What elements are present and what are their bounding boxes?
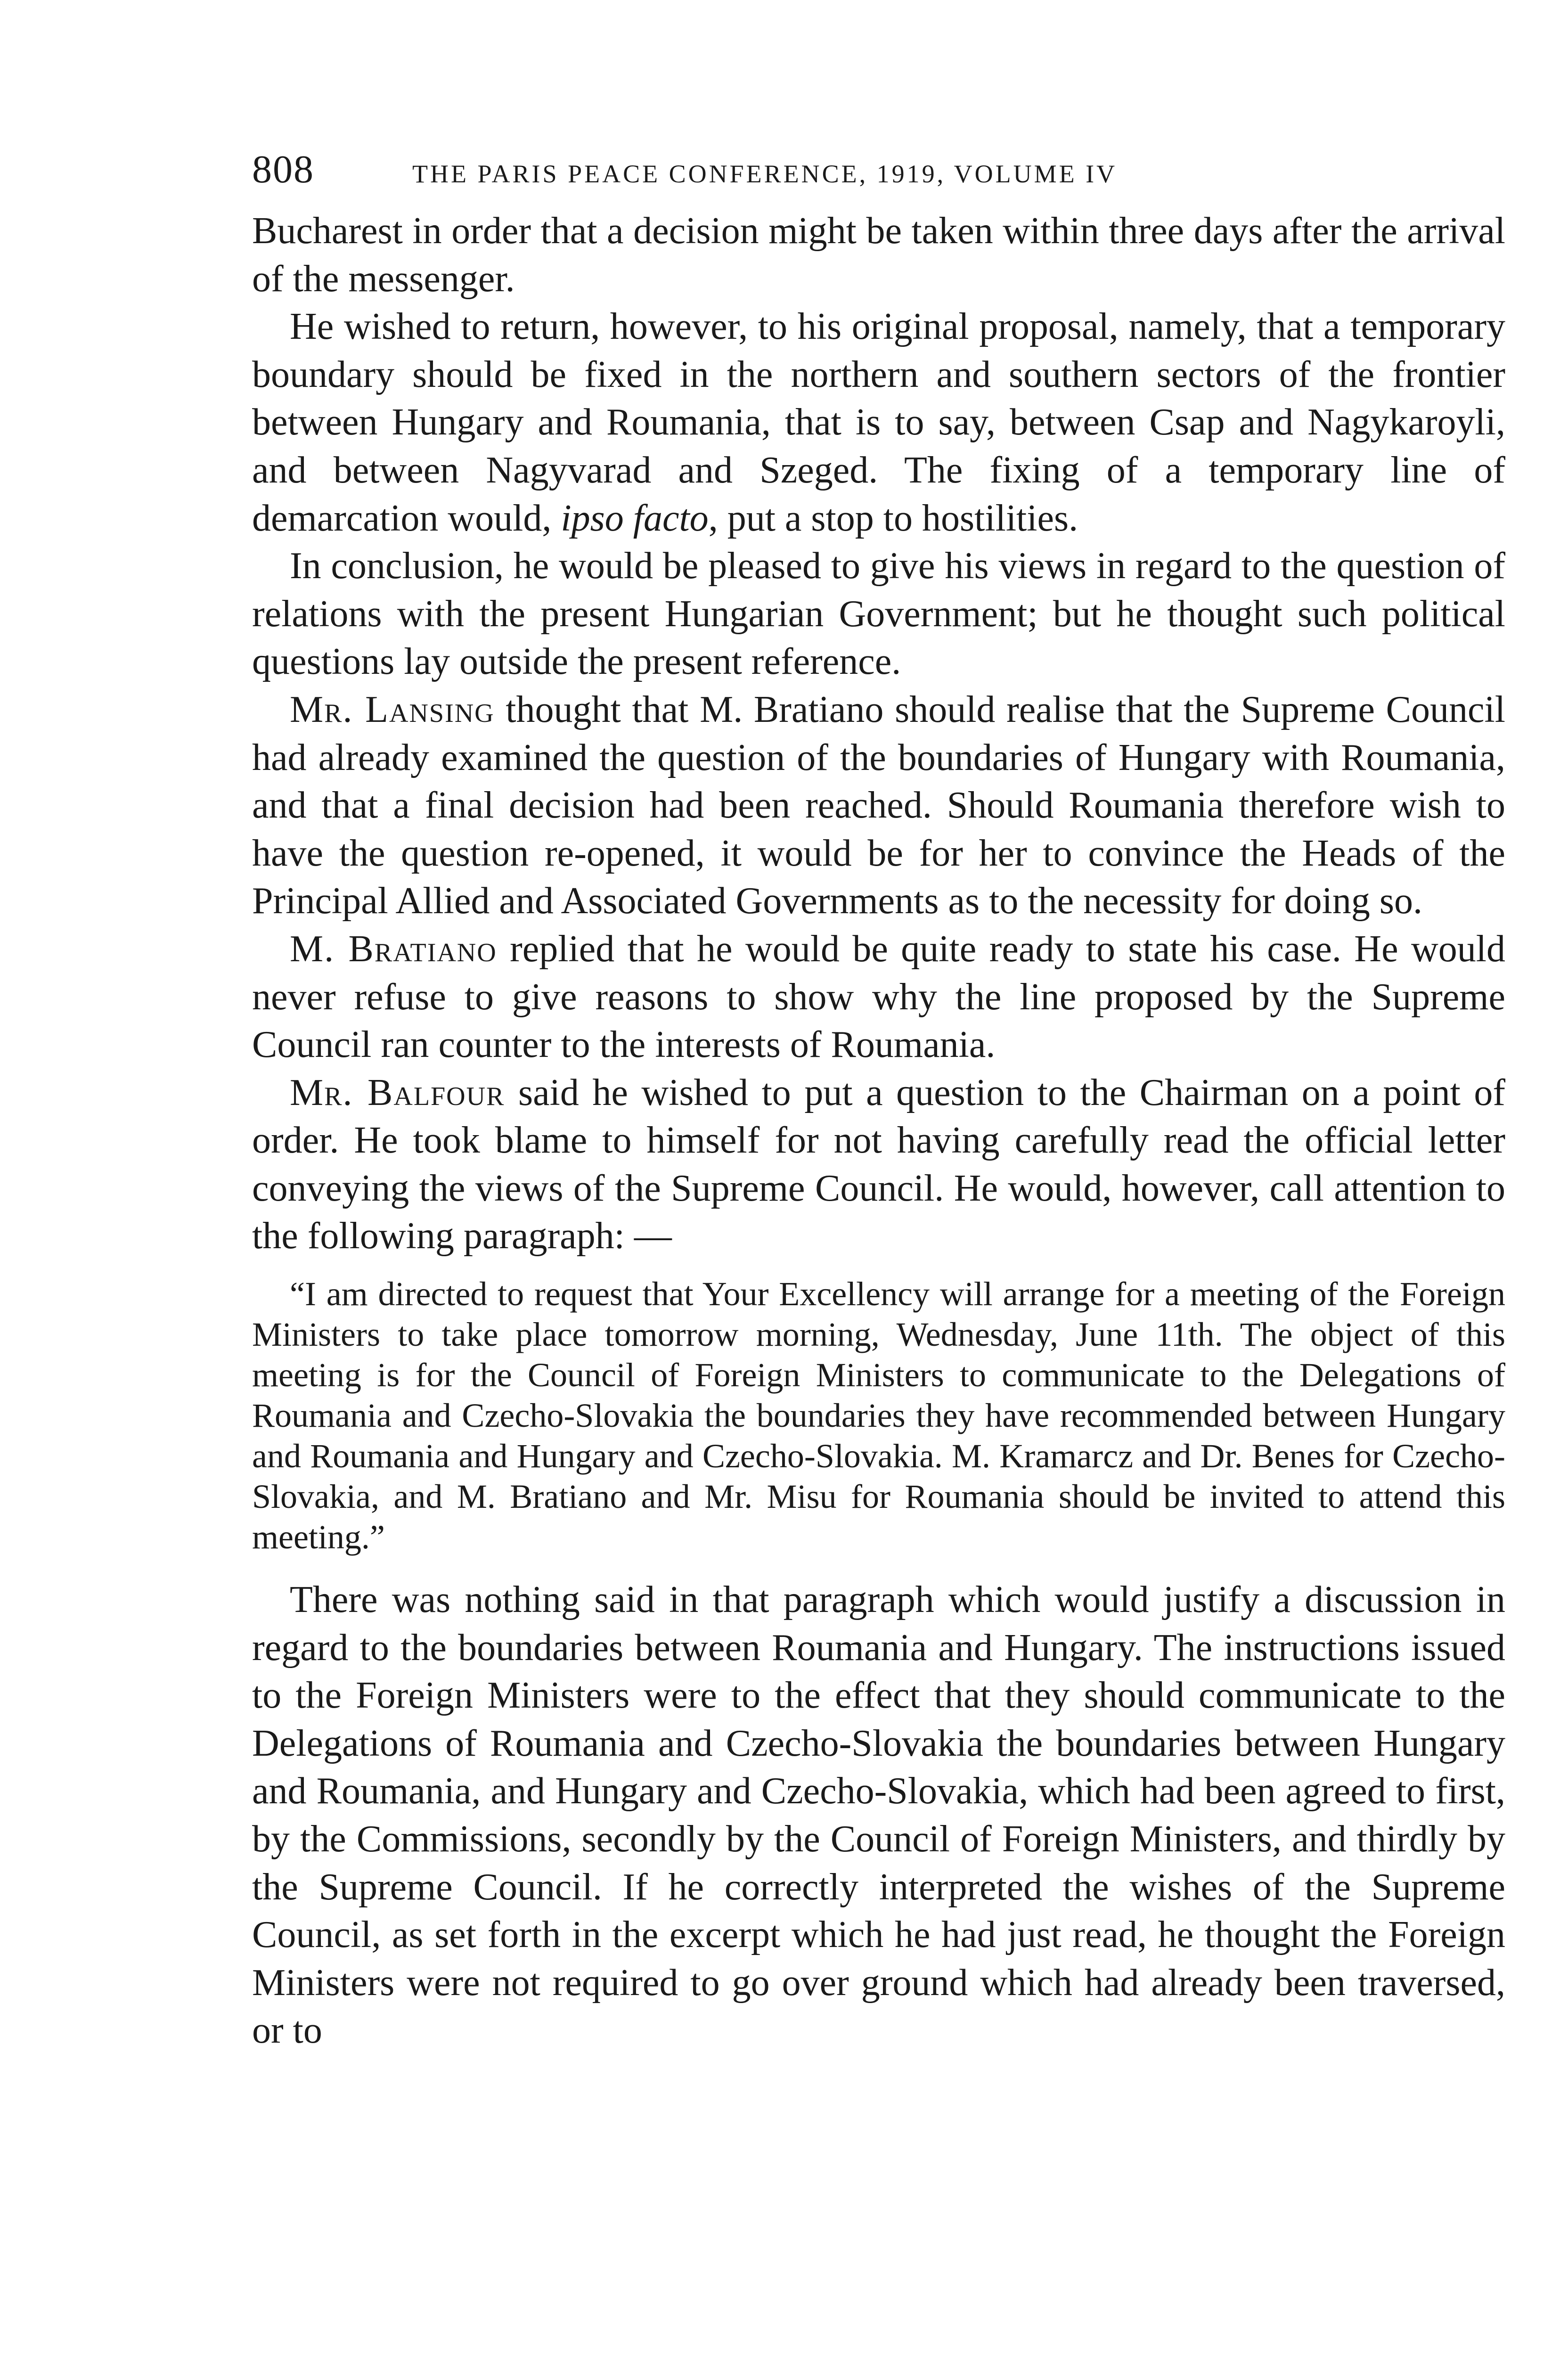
paragraph-text: In conclusion, he would be pleased to give his views in regard to the question of relations with the present Hungarian Government; but he thought such political questions lay outside the present reference. (252, 545, 1505, 683)
speaker-name: Mr. Balfour (290, 1072, 505, 1113)
running-header (252, 141, 1505, 198)
paragraph-text: Bucharest in order that a decision might be taken within three days after the arrival of the messenger. (252, 210, 1505, 300)
paragraph-text: , put a stop to hostilities. (708, 497, 1078, 539)
page-number: 808 (252, 147, 314, 191)
speaker-name: Mr. Lansing (290, 688, 495, 730)
document-page (252, 141, 1505, 2055)
paragraph-text: He wished to return, however, to his original proposal, namely, that a temporary boundary should be fixed in the northern and southern sectors of the frontier between Hungary and Roumania, that is to say, between Csap and Nagykaroyli, and between Nagyvarad and Szeged. The fixing of a temporary line of demarcation would, (252, 306, 1505, 539)
paragraph-text: said he wished to put a question to the Chairman on a point of order. He took blame to himself for not having carefully read the official letter conveying the views of the Supreme Council. He would, however, call attention to the following paragraph: — (252, 1072, 1506, 1257)
paragraph-temporary-boundary (252, 303, 1505, 542)
speaker-name: M. Bratiano (290, 928, 497, 970)
paragraph-lansing (252, 686, 1505, 925)
paragraph-balfour-continued (252, 1576, 1505, 2055)
paragraph-balfour (252, 1069, 1505, 1260)
paragraph-text: replied that he would be quite ready to state his case. He would never refuse to give reasons to show why the line proposed by the Supreme Council ran counter to the interests of Roumania. (252, 928, 1505, 1066)
paragraph-continuation (252, 207, 1505, 303)
paragraph-bratiano (252, 925, 1505, 1069)
italic-phrase: ipso facto (561, 497, 709, 539)
block-quote: “I am directed to request that Your Excellency will arrange for a meeting of the Foreign Ministers to take place tomorrow morning, Wednesday, June 11th. The object of this meeting is for the Council of Foreign Ministers to communicate to the Delegations of Roumania and Czecho-Slovakia the boundaries they have recommended between Hungary and Roumania and Hungary and Czecho-Slovakia. M. Kramarcz and Dr. Benes for Czecho-Slovakia, and M. Bratiano and Mr. Misu for Roumania should be invited to attend this meeting.” (252, 1275, 1505, 1556)
paragraph-text: There was nothing said in that paragraph which would justify a discussion in regard to the boundaries between Roumania and Hungary. The instructions issued to the Foreign Ministers were to the effect that they should communicate to the Delegations of Roumania and Czecho-Slovakia the boundaries between Hungary and Roumania, and Hungary and Czecho-Slovakia, which had been agreed to first, by the Commissions, secondly by the Council of Foreign Ministers, and thirdly by the Supreme Council. If he correctly interpreted the wishes of the Supreme Council, as set forth in the excerpt which he had just read, he thought the Foreign Ministers were not required to go over ground which had already been traversed, or to (252, 1579, 1505, 2052)
paragraph-text: thought that M. Bratiano should realise that the Supreme Council had already examined the question of the boundaries of Hungary with Roumania, and that a final decision had been reached. Should Roumania therefore wish to have the question re-opened, it would be for her to convince the Heads of the Principal Allied and Associated Governments as to the necessity for doing so. (252, 688, 1505, 922)
paragraph-conclusion (252, 542, 1505, 686)
running-title: THE PARIS PEACE CONFERENCE, 1919, VOLUME IV (412, 160, 1118, 188)
